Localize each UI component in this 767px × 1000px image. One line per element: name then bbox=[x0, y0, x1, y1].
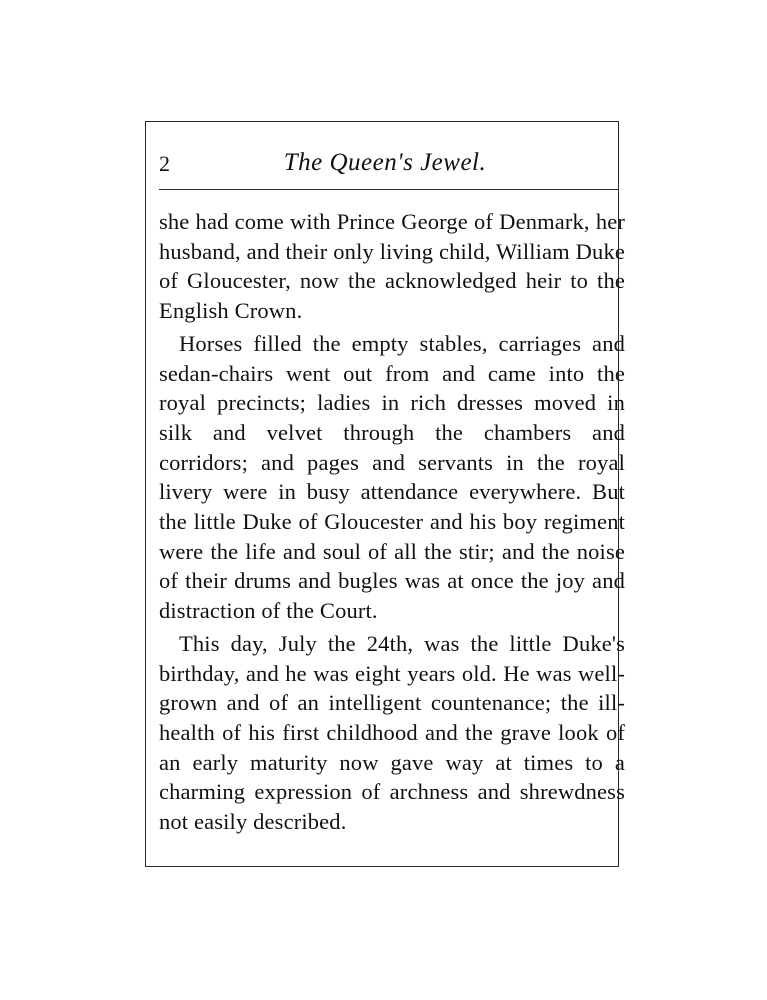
page-header bbox=[159, 147, 611, 183]
body-text bbox=[159, 207, 625, 840]
paragraph-1: she had come with Prince George of Denmark, her husband, and their only living child, William Duke of Gloucester, now the acknowledged heir to the English Crown. bbox=[159, 209, 625, 324]
page-number: 2 bbox=[159, 151, 170, 176]
running-title: The Queen's Jewel. bbox=[283, 149, 487, 176]
paragraph-2: Horses filled the empty stables, carriages and sedan-chairs went out from and came into the royal precincts; ladies in rich dresses moved in silk and velvet through the chambers and corridors; and pages and servants in the royal livery were in busy attendance everywhere. But the little Duke of Gloucester and his boy regiment were the life and soul of all the stir; and the noise of their drums and bugles was at once the joy and distraction of the Court. bbox=[159, 330, 625, 624]
paragraph-3: This day, July the 24th, was the little Duke's birthday, and he was eight years old. He was well-grown and of an intelligent countenance; the ill-health of his first childhood and the grave look of an early maturity now gave way at times to a charming expression of archness and shrewdness not easily described. bbox=[159, 630, 625, 835]
header-rule bbox=[159, 189, 618, 190]
